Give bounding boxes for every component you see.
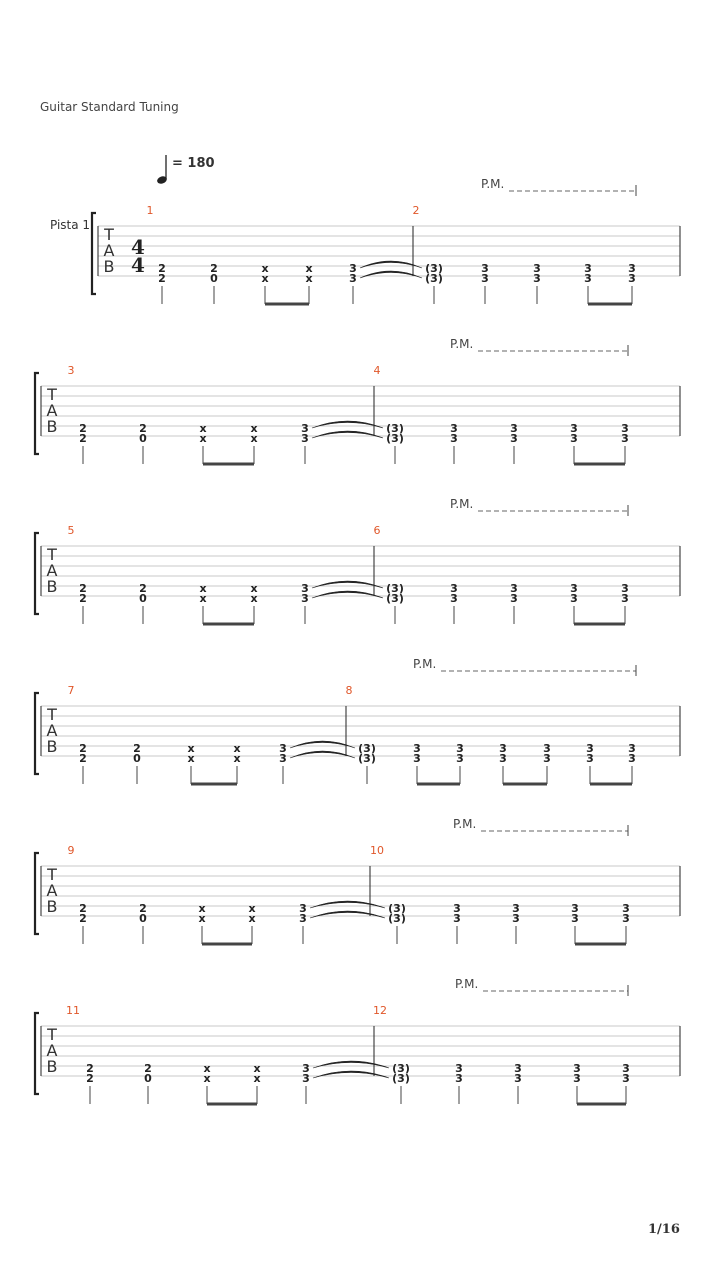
fret-number: 3 [570,582,578,595]
system-bracket [35,373,39,454]
tab-clef-letter: B [103,257,115,276]
fret-number: (3) [386,422,404,435]
system-bracket [35,853,39,934]
fret-number: (3) [358,742,376,755]
fret-number: x [250,432,258,445]
fret-number: 2 [158,262,166,275]
fret-number: 3 [510,582,518,595]
fret-number: 3 [570,432,578,445]
tie-arc [290,751,355,758]
fret-number: x [250,582,258,595]
fret-number: x [199,582,207,595]
fret-number: 2 [86,1072,94,1085]
measure-number: 2 [412,204,420,217]
tab-clef-letter: A [46,401,58,420]
fret-number: x [253,1062,261,1075]
system-bracket [35,533,39,614]
tie-arc [313,1061,389,1068]
tie-arc [312,431,383,438]
fret-number: 3 [586,752,594,765]
fret-number: x [250,592,258,605]
page-number: 1/16 [648,1222,680,1237]
fret-number: 2 [86,1062,94,1075]
palm-mute-label: P.M. [450,337,474,351]
fret-number: x [199,592,207,605]
fret-number: 0 [144,1072,152,1085]
fret-number: 3 [514,1062,522,1075]
system-bracket [35,1013,39,1094]
tab-clef-letter: A [46,881,58,900]
fret-number: 3 [622,912,630,925]
fret-number: 3 [571,912,579,925]
fret-number: 3 [628,752,636,765]
measure-number: 6 [373,524,381,537]
system-bracket [35,693,39,774]
fret-number: 3 [622,902,630,915]
fret-number: 3 [543,742,551,755]
fret-number: 3 [349,272,357,285]
fret-number: 3 [450,422,458,435]
palm-mute-label: P.M. [455,977,479,991]
tab-clef-letter: A [46,561,58,580]
tempo-marking: = 180 [172,156,215,171]
fret-number: 3 [628,262,636,275]
fret-number: 2 [79,432,87,445]
fret-number: x [248,902,256,915]
fret-number: (3) [392,1062,410,1075]
fret-number: 3 [512,912,520,925]
fret-number: 2 [79,582,87,595]
measure-number: 3 [67,364,75,377]
fret-number: 2 [79,742,87,755]
fret-number: 3 [622,1072,630,1085]
fret-number: 3 [621,422,629,435]
fret-number: 3 [301,432,309,445]
measure-number: 12 [373,1004,387,1017]
fret-number: (3) [386,582,404,595]
fret-number: 2 [158,272,166,285]
fret-number: (3) [386,432,404,445]
fret-number: 3 [584,262,592,275]
tab-clef-letter: B [46,417,58,436]
fret-number: 0 [139,592,147,605]
measure-number: 7 [67,684,75,697]
tab-clef-letter: T [47,545,57,564]
fret-number: 3 [512,902,520,915]
fret-number: x [305,272,313,285]
fret-number: 3 [450,582,458,595]
fret-number: x [253,1072,261,1085]
fret-number: 3 [571,902,579,915]
fret-number: 3 [570,592,578,605]
fret-number: 3 [301,422,309,435]
tie-arc [312,421,383,428]
fret-number: 2 [133,742,141,755]
fret-number: x [233,752,241,765]
tab-clef-letter: T [47,865,57,884]
fret-number: 3 [302,1072,310,1085]
fret-number: 2 [79,592,87,605]
fret-number: x [187,742,195,755]
fret-number: 0 [139,432,147,445]
fret-number: 3 [302,1062,310,1075]
fret-number: 3 [510,432,518,445]
fret-number: 3 [279,742,287,755]
tab-clef-letter: A [46,721,58,740]
fret-number: 3 [570,422,578,435]
fret-number: 2 [79,902,87,915]
fret-number: x [233,742,241,755]
fret-number: 3 [455,1072,463,1085]
fret-number: 2 [144,1062,152,1075]
fret-number: 2 [139,422,147,435]
fret-number: 0 [133,752,141,765]
fret-number: (3) [425,272,443,285]
fret-number: 3 [499,742,507,755]
fret-number: 3 [628,272,636,285]
fret-number: x [198,902,206,915]
fret-number: 2 [210,262,218,275]
fret-number: 3 [456,752,464,765]
fret-number: 2 [139,582,147,595]
fret-number: 0 [139,912,147,925]
fret-number: 3 [301,582,309,595]
fret-number: 3 [514,1072,522,1085]
fret-number: (3) [388,912,406,925]
tab-clef-letter: B [46,737,58,756]
fret-number: (3) [425,262,443,275]
fret-number: 3 [510,592,518,605]
tab-clef-letter: B [46,1057,58,1076]
fret-number: 3 [499,752,507,765]
fret-number: 3 [510,422,518,435]
tab-clef-letter: T [47,1025,57,1044]
tab-clef-letter: A [46,1041,58,1060]
tie-arc [312,581,383,588]
fret-number: x [305,262,313,275]
palm-mute-label: P.M. [481,177,505,191]
fret-number: 3 [628,742,636,755]
tie-arc [312,591,383,598]
fret-number: 0 [210,272,218,285]
fret-number: x [261,262,269,275]
fret-number: x [187,752,195,765]
fret-number: 3 [456,742,464,755]
fret-number: (3) [388,902,406,915]
fret-number: 2 [79,912,87,925]
fret-number: x [248,912,256,925]
fret-number: 3 [455,1062,463,1075]
fret-number: 3 [349,262,357,275]
tie-arc [313,1071,389,1078]
fret-number: x [203,1072,211,1085]
fret-number: x [199,422,207,435]
fret-number: (3) [358,752,376,765]
tab-clef-letter: A [103,241,115,260]
fret-number: 3 [299,902,307,915]
tuning-label: Guitar Standard Tuning [40,100,179,114]
measure-number: 10 [370,844,384,857]
tie-arc [310,901,385,908]
measure-number: 5 [67,524,75,537]
fret-number: 2 [139,902,147,915]
measure-number: 11 [66,1004,80,1017]
fret-number: 3 [621,432,629,445]
tab-clef-letter: B [46,577,58,596]
fret-number: 3 [586,742,594,755]
fret-number: 2 [79,422,87,435]
palm-mute-label: P.M. [450,497,474,511]
fret-number: 3 [301,592,309,605]
measure-number: 9 [67,844,75,857]
fret-number: 3 [533,262,541,275]
fret-number: x [250,422,258,435]
fret-number: 3 [279,752,287,765]
fret-number: 3 [413,742,421,755]
measure-number: 8 [345,684,353,697]
fret-number: 3 [584,272,592,285]
fret-number: 3 [573,1062,581,1075]
fret-number: 3 [543,752,551,765]
fret-number: 3 [621,592,629,605]
palm-mute-label: P.M. [413,657,437,671]
tie-arc [310,911,385,918]
tab-clef-letter: T [104,225,114,244]
tab-clef-letter: B [46,897,58,916]
fret-number: 3 [533,272,541,285]
fret-number: 3 [573,1072,581,1085]
time-signature-top: 4 [131,235,145,259]
system-bracket [92,213,96,294]
fret-number: (3) [392,1072,410,1085]
fret-number: 3 [481,262,489,275]
measure-number: 1 [146,204,154,217]
fret-number: 3 [453,902,461,915]
fret-number: x [261,272,269,285]
tab-clef-letter: T [47,385,57,404]
track-name: Pista 1 [50,218,91,232]
tab-clef-letter: T [47,705,57,724]
fret-number: x [203,1062,211,1075]
fret-number: 3 [450,432,458,445]
fret-number: 3 [413,752,421,765]
tie-arc [290,741,355,748]
measure-number: 4 [373,364,381,377]
time-signature-bottom: 4 [131,253,145,277]
fret-number: 3 [481,272,489,285]
fret-number: 2 [79,752,87,765]
fret-number: 3 [299,912,307,925]
palm-mute-label: P.M. [453,817,477,831]
fret-number: 3 [621,582,629,595]
fret-number: (3) [386,592,404,605]
fret-number: x [199,432,207,445]
fret-number: x [198,912,206,925]
fret-number: 3 [450,592,458,605]
fret-number: 3 [453,912,461,925]
fret-number: 3 [622,1062,630,1075]
